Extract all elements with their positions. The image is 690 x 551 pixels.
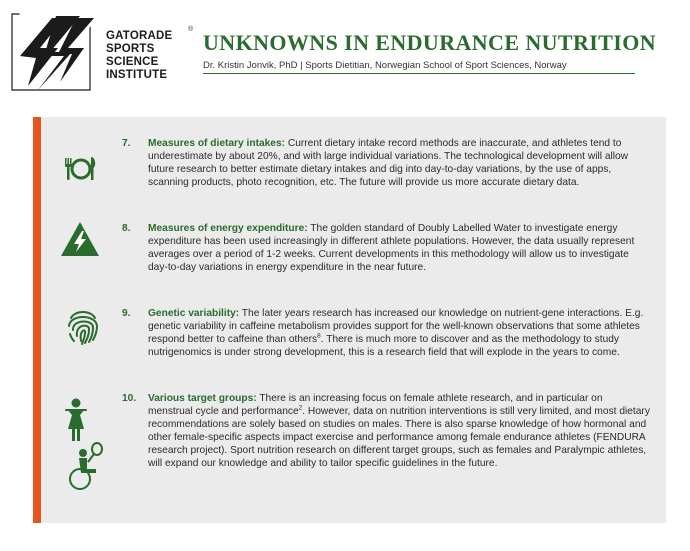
item-heading: Measures of energy expenditure: <box>148 223 308 234</box>
item-body <box>148 392 650 471</box>
energy-warning-icon <box>60 220 100 258</box>
logo-line-gatorade: GATORADE <box>106 30 173 42</box>
list-item <box>122 307 650 359</box>
item-body <box>148 137 650 189</box>
gssi-logo <box>10 12 194 92</box>
registered-mark: ® <box>188 26 194 33</box>
item-heading: Measures of dietary intakes: <box>148 138 286 149</box>
list-item <box>122 222 650 274</box>
item-text-continued: . There is much more to discover and as the methodology to study nutrigenomics is under strong development, this is a research field that will explode in the years to come. <box>148 334 620 359</box>
item-number: 10. <box>122 393 137 404</box>
title-divider <box>203 73 635 74</box>
item-text: The golden standard of Doubly Labelled Water to investigate energy expenditure has been used increasingly in different athlete populations. However, the data usually represent averages over a period of 1-2 weeks. Current developments in this methodology will allow us to investigate day-to-day variations in energy expenditure in the near future. <box>148 223 635 274</box>
plate-fork-knife-icon <box>64 152 98 184</box>
list-item <box>122 392 650 471</box>
page-title: UNKNOWNS IN ENDURANCE NUTRITION <box>203 30 657 55</box>
logo-line-science: SCIENCE <box>106 56 159 68</box>
fingerprint-icon <box>66 306 100 346</box>
item-number: 8. <box>122 223 131 234</box>
item-body <box>148 222 650 274</box>
author-line: Dr. Kristin Jonvik, PhD | Sports Dietitian, Norwegian School of Sport Sciences, Norway <box>203 60 567 71</box>
item-text: There is an increasing focus on female athlete research, and in particular on menstrual cycle and performance <box>148 393 603 418</box>
orange-accent-bar <box>33 117 41 523</box>
item-text-continued: . However, data on nutrition interventions is still very limited, and most dietary recommendations are solely based on studies on males. There is also sparse knowledge of how hormonal and other female-specific aspects impact exercise and performance among female endurance athletes (FENDURA research project). Sport nutrition research on different target groups, such as females and Paralympic athletes, will expand our knowledge and ability to tailor specific guidelines in the future. <box>148 406 650 470</box>
logo-line-sports: SPORTS <box>106 43 155 55</box>
item-heading: Genetic variability: <box>148 308 240 319</box>
item-heading: Various target groups: <box>148 393 257 404</box>
item-number: 9. <box>122 308 131 319</box>
list-item <box>122 137 650 189</box>
item-number: 7. <box>122 138 131 149</box>
female-and-wheelchair-athlete-icon <box>64 397 104 493</box>
item-text: Current dietary intake record methods are inaccurate, and athletes tend to underestimate by about 20%, and with large individual variations. The technological development will allow future research to better estimate dietary intakes and dig into day-to-day variations, by the use of apps, scanning products, photo recognition, etc. The future will provide us more accurate dietary data. <box>148 138 629 189</box>
item-text: The later years research has increased our knowledge on nutrient-gene interactions. E.g. genetic variability in caffeine metabolism provides support for the well-known observations that some athletes respond better to caffeine than others <box>148 308 644 346</box>
logo-line-institute: INSTITUTE <box>106 69 168 81</box>
citation-superscript: 8 <box>317 332 321 340</box>
header <box>0 0 690 110</box>
item-body <box>148 307 650 359</box>
logo-wordmark <box>106 30 186 82</box>
citation-superscript: 2 <box>298 404 303 412</box>
